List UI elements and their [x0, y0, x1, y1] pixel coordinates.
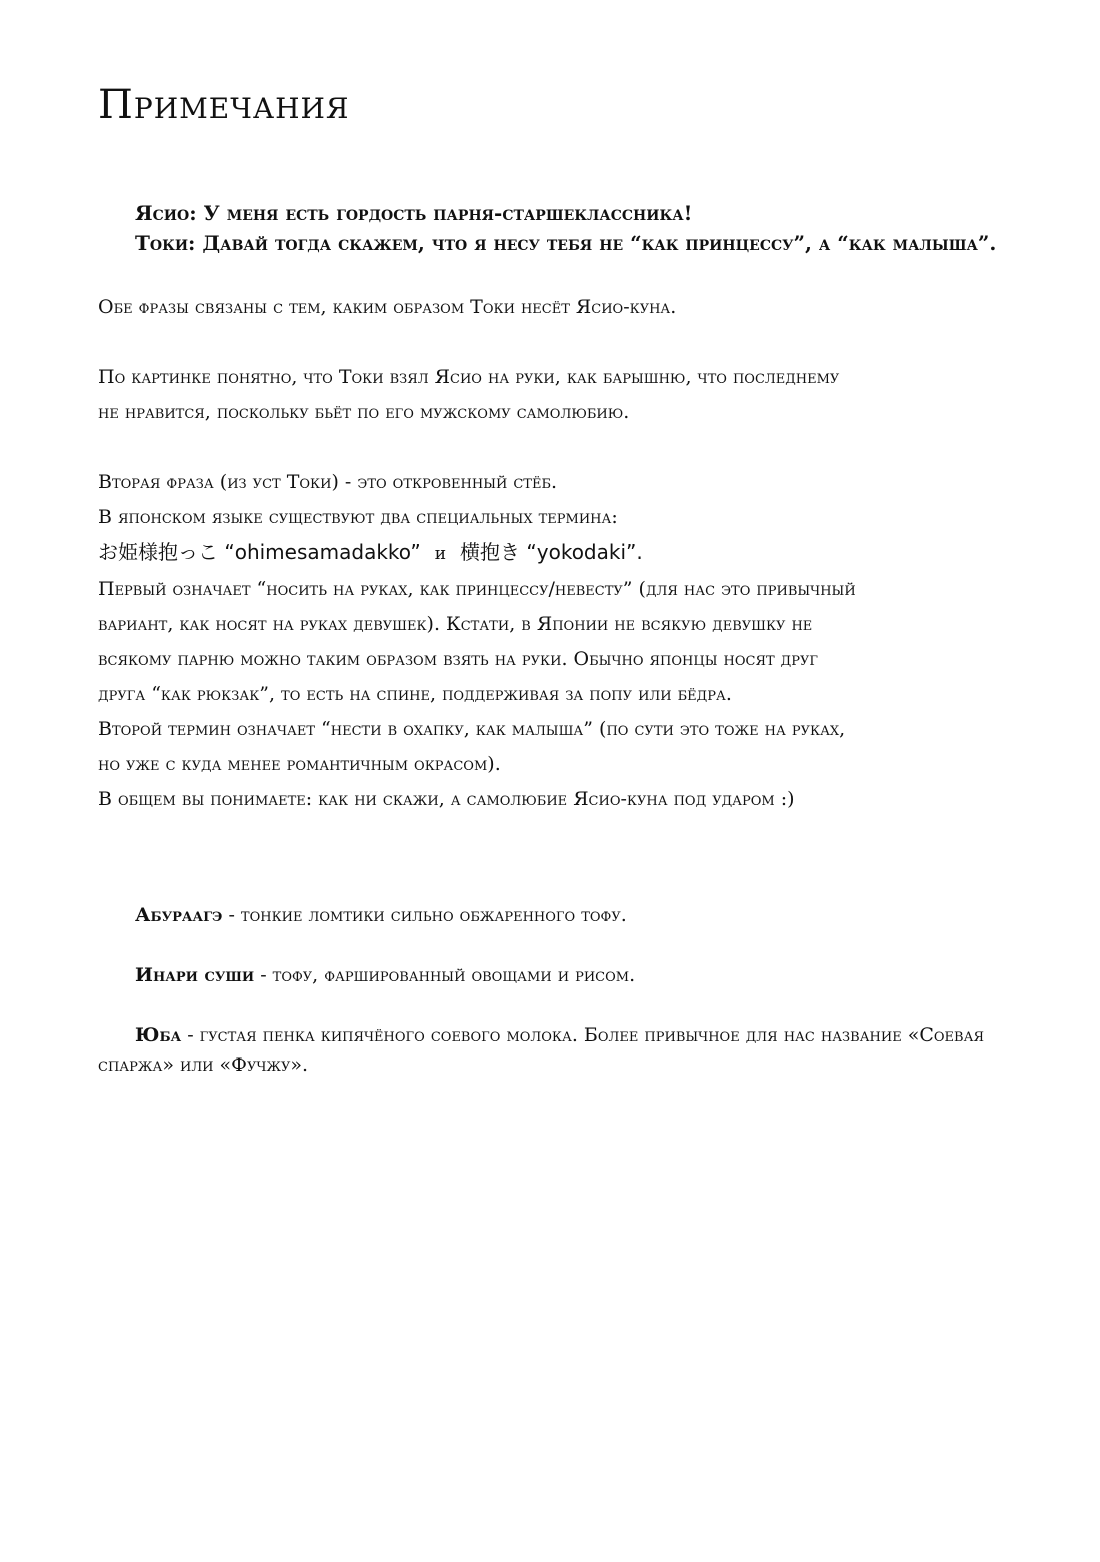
- paragraph-line: В общем вы понимаете: как ни скажи, а самолюбие Ясио-куна под ударом :): [98, 788, 795, 810]
- japanese-term-yokodaki: 横抱き “yokodaki”.: [460, 540, 643, 564]
- paragraph-line: По картинке понятно, что Токи взял Ясио на руки, как барышню, что последнему: [98, 366, 840, 388]
- paragraph-line: всякому парню можно таким образом взять на руки. Обычно японцы носят друг: [98, 648, 818, 670]
- glossary-definition: - тофу, фаршированный овощами и рисом.: [254, 964, 636, 986]
- paragraph-line: В японском языке существуют два специальных термина:: [98, 506, 618, 528]
- dialog-line-toki: Токи: Давай тогда скажем, что я несу тебя не “как принцессу”, а “как малыша”.: [135, 231, 997, 255]
- paragraph-terms: [98, 465, 1048, 817]
- paragraph-line: Вторая фраза (из уст Токи) - это откровенный стёб.: [98, 471, 558, 493]
- glossary-definition: - густая пенка кипячёного соевого молока. Более привычное для нас название «Соевая спаржа» или «Фучжу».: [98, 1024, 984, 1076]
- paragraph-line: не нравится, поскольку бьёт по его мужскому самолюбию.: [98, 401, 630, 423]
- paragraph-line: Второй термин означает “нести в охапку, как малыша” (по сути это тоже на руках,: [98, 718, 846, 740]
- page-title: Примечания: [98, 82, 350, 128]
- glossary-entry-aburaage: [98, 900, 998, 930]
- dialog-line-yasio: Ясио: У меня есть гордость парня-старшеклассника!: [135, 201, 693, 225]
- japanese-term-ohimesamadakko: お姫様抱っこ “ohimesamadakko”: [98, 540, 421, 564]
- paragraph-line: друга “как рюкзак”, то есть на спине, поддерживая за попу или бёдра.: [98, 683, 732, 705]
- paragraph-line: Первый означает “носить на руках, как принцессу/невесту” (для нас это привычный: [98, 578, 856, 600]
- paragraph-line: вариант, как носят на руках девушек). Кстати, в Японии не всякую девушку не: [98, 613, 813, 635]
- conjunction: и: [434, 544, 447, 564]
- glossary-entry-inari-sushi: [98, 960, 998, 990]
- paragraph-picture: [98, 360, 1038, 430]
- glossary-term: Абураагэ: [135, 904, 223, 926]
- paragraph-line: но уже с куда менее романтичным окрасом).: [98, 753, 501, 775]
- dialog-quote: [135, 198, 1075, 258]
- glossary-term: Инари суши: [135, 964, 255, 986]
- glossary-term: Юба: [135, 1024, 182, 1046]
- glossary-definition: - тонкие ломтики сильно обжаренного тофу.: [222, 904, 627, 926]
- glossary-entry-yuba: [98, 1020, 998, 1080]
- japanese-terms-line: [98, 535, 1048, 572]
- paragraph-intro: Обе фразы связаны с тем, каким образом Токи несёт Ясио-куна.: [98, 296, 677, 318]
